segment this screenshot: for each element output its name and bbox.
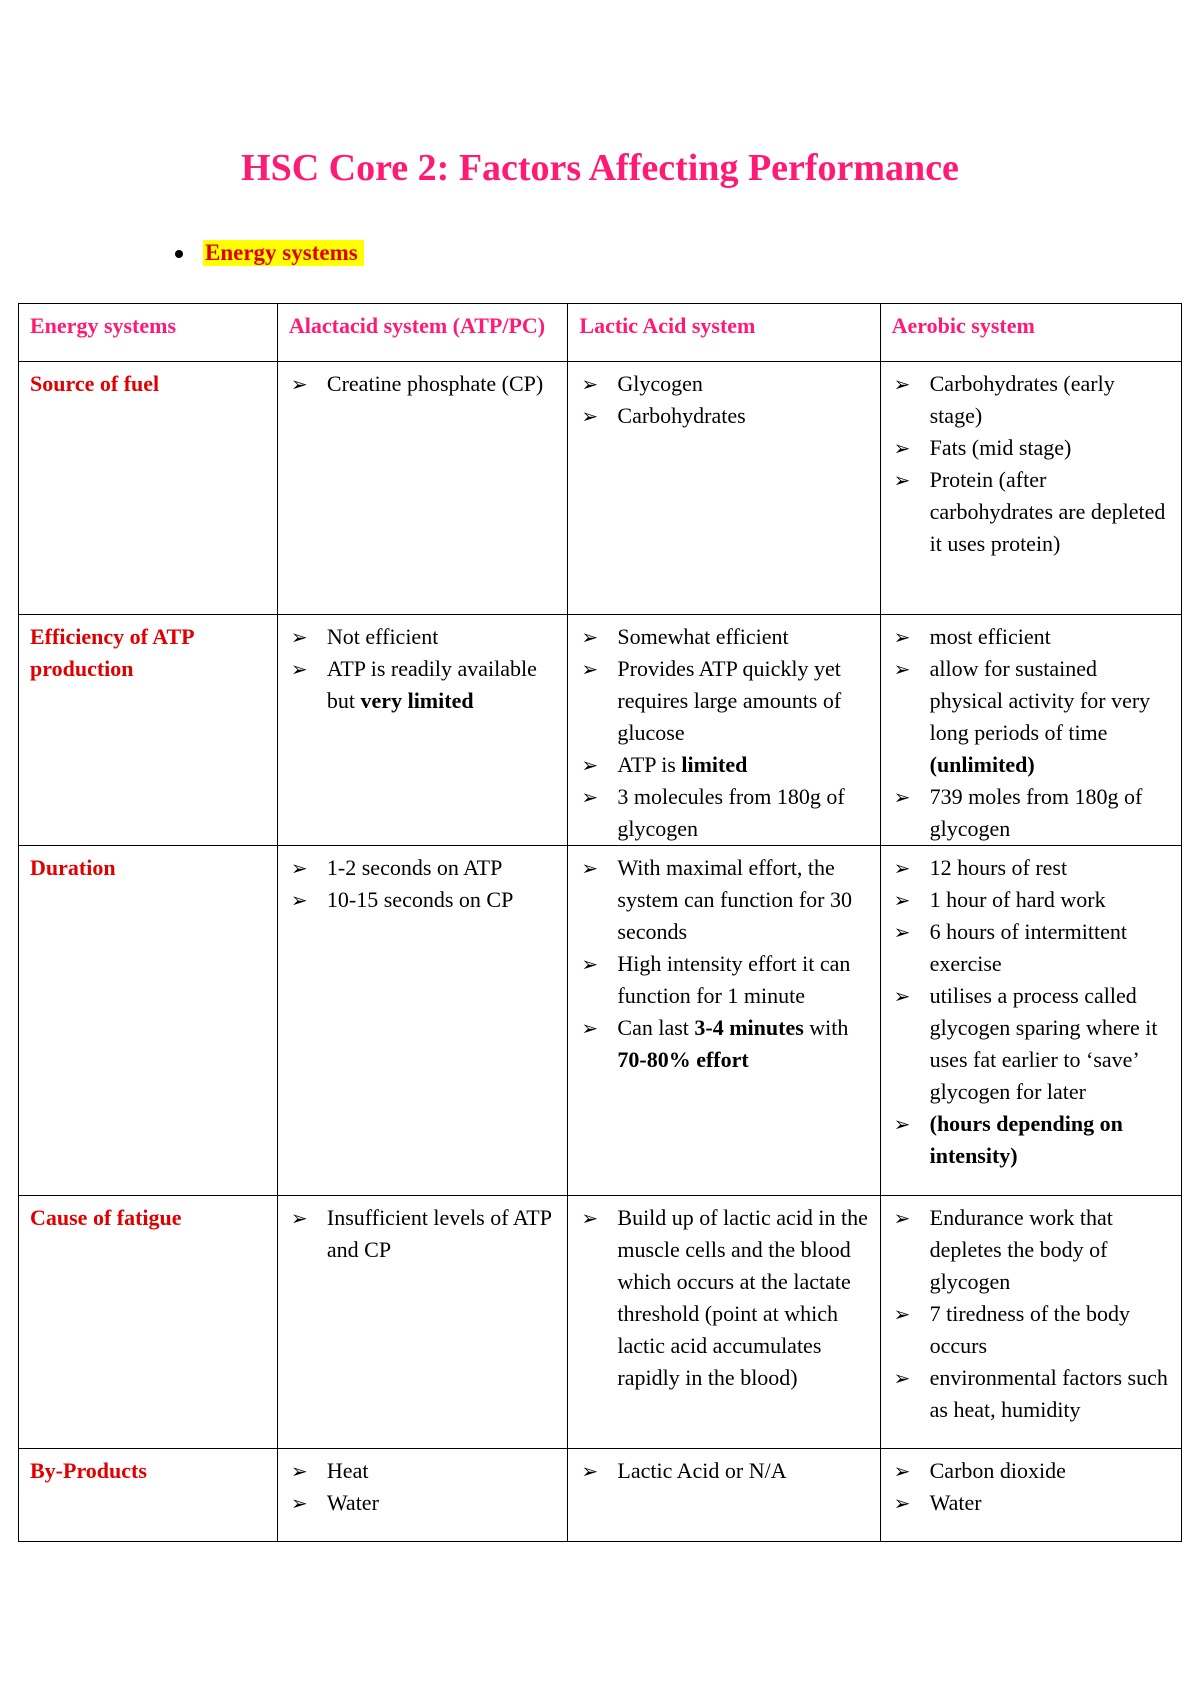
list-item: ➢ Water: [327, 1487, 557, 1519]
row-label: By-Products: [19, 1449, 278, 1542]
cell-alactacid: [277, 1449, 567, 1542]
cell-lactic: [568, 1196, 880, 1449]
row-label: Duration: [19, 846, 278, 1196]
bullet-dot-icon: [175, 250, 183, 258]
cell-aerobic: [880, 615, 1181, 846]
cell-alactacid: [277, 846, 567, 1196]
list-item: ➢ 739 moles from 180g of glycogen: [930, 781, 1171, 845]
list-item: ➢ Somewhat efficient: [617, 621, 869, 653]
list-item: ➢ Glycogen: [617, 368, 869, 400]
header-cell: Energy systems: [19, 304, 278, 362]
list-item: ➢ Carbohydrates: [617, 400, 869, 432]
cell-lactic: [568, 362, 880, 615]
list-item: ➢ Insufficient levels of ATP and CP: [327, 1202, 557, 1266]
section-heading: Energy systems: [203, 240, 364, 266]
row-label: Source of fuel: [19, 362, 278, 615]
bullet-list: [579, 1455, 869, 1487]
list-item: ➢ utilises a process called glycogen sparing where it uses fat earlier to ‘save’ glycogen for later: [930, 980, 1171, 1108]
bullet-list: [579, 1202, 869, 1394]
row-label: Efficiency of ATP production: [19, 615, 278, 846]
list-item: ➢ Heat: [327, 1455, 557, 1487]
list-item: ➢ 10-15 seconds on CP: [327, 884, 557, 916]
bullet-list: [892, 368, 1171, 560]
bullet-list: [289, 852, 557, 916]
bullet-list: [579, 621, 869, 845]
list-item: ➢ Build up of lactic acid in the muscle cells and the blood which occurs at the lactate threshold (point at which lactic acid accumulates rapidly in the blood): [617, 1202, 869, 1394]
cell-lactic: [568, 846, 880, 1196]
cell-lactic: [568, 1449, 880, 1542]
table-row: [19, 846, 1182, 1196]
list-item: ➢ ATP is readily available but very limited: [327, 653, 557, 717]
list-item: ➢ Endurance work that depletes the body of glycogen: [930, 1202, 1171, 1298]
list-item: ➢ Creatine phosphate (CP): [327, 368, 557, 400]
page-title: HSC Core 2: Factors Affecting Performance: [241, 147, 959, 189]
bullet-list: [892, 852, 1171, 1172]
list-item: ➢ Water: [930, 1487, 1171, 1519]
bullet-list: [892, 1455, 1171, 1519]
header-cell: Alactacid system (ATP/PC): [277, 304, 567, 362]
cell-alactacid: [277, 1196, 567, 1449]
list-item: ➢ With maximal effort, the system can function for 30 seconds: [617, 852, 869, 948]
list-item: ➢ 3 molecules from 180g of glycogen: [617, 781, 869, 845]
table-row: [19, 362, 1182, 615]
cell-lactic: [568, 615, 880, 846]
list-item: ➢ Protein (after carbohydrates are depleted it uses protein): [930, 464, 1171, 560]
table-row: [19, 615, 1182, 846]
bullet-list: [579, 368, 869, 432]
table-header-row: [19, 304, 1182, 362]
bullet-list: [289, 368, 557, 400]
list-item: ➢ environmental factors such as heat, humidity: [930, 1362, 1171, 1426]
list-item: ➢ Provides ATP quickly yet requires large amounts of glucose: [617, 653, 869, 749]
header-cell: Aerobic system: [880, 304, 1181, 362]
list-item: ➢ Carbohydrates (early stage): [930, 368, 1171, 432]
list-item: ➢ Carbon dioxide: [930, 1455, 1171, 1487]
bullet-list: [289, 621, 557, 717]
bullet-list: [892, 621, 1171, 845]
list-item: ➢ 7 tiredness of the body occurs: [930, 1298, 1171, 1362]
bullet-list: [892, 1202, 1171, 1426]
row-label: Cause of fatigue: [19, 1196, 278, 1449]
list-item: ➢ 1-2 seconds on ATP: [327, 852, 557, 884]
cell-alactacid: [277, 615, 567, 846]
cell-alactacid: [277, 362, 567, 615]
cell-aerobic: [880, 1449, 1181, 1542]
section-bullet: [175, 240, 364, 266]
energy-systems-table: [18, 303, 1182, 1542]
list-item: ➢ ATP is limited: [617, 749, 869, 781]
bullet-list: [289, 1455, 557, 1519]
bullet-list: [289, 1202, 557, 1266]
list-item: ➢ allow for sustained physical activity for very long periods of time (unlimited): [930, 653, 1171, 781]
bullet-list: [579, 852, 869, 1076]
list-item: ➢ Fats (mid stage): [930, 432, 1171, 464]
cell-aerobic: [880, 846, 1181, 1196]
table-row: [19, 1449, 1182, 1542]
header-cell: Lactic Acid system: [568, 304, 880, 362]
list-item: ➢ Can last 3-4 minutes with 70-80% effort: [617, 1012, 869, 1076]
list-item: ➢ Lactic Acid or N/A: [617, 1455, 869, 1487]
table-row: [19, 1196, 1182, 1449]
list-item: ➢ Not efficient: [327, 621, 557, 653]
list-item: ➢ 12 hours of rest: [930, 852, 1171, 884]
list-item: ➢ High intensity effort it can function for 1 minute: [617, 948, 869, 1012]
list-item: ➢ (hours depending on intensity): [930, 1108, 1171, 1172]
list-item: ➢ 6 hours of intermittent exercise: [930, 916, 1171, 980]
cell-aerobic: [880, 362, 1181, 615]
list-item: ➢ 1 hour of hard work: [930, 884, 1171, 916]
cell-aerobic: [880, 1196, 1181, 1449]
list-item: ➢ most efficient: [930, 621, 1171, 653]
